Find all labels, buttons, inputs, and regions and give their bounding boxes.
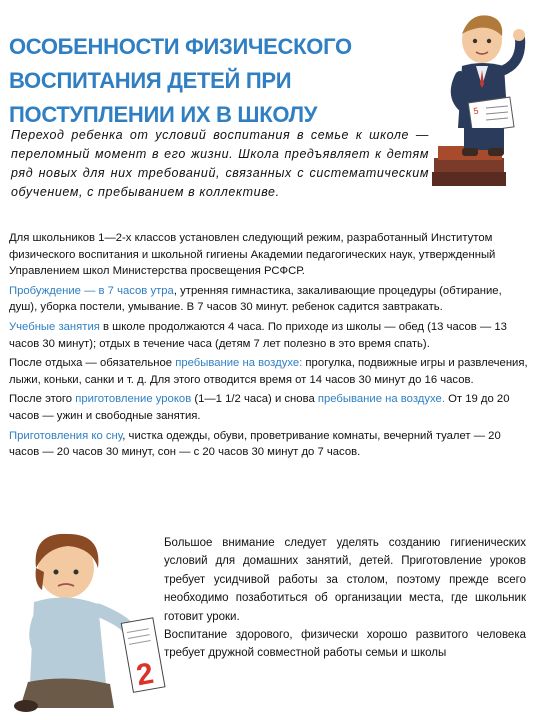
schedule-paragraph-6 [9,428,531,461]
after-rest-text: После отдыха — обязательное [9,357,176,370]
intro-paragraph: Переход ребенка от условий воспитания в семье к школе — переломный момент в его жизни. Школа предъявляет к детям ряд новых для них требований, связанных с систематическим обучением, с пребыванием в коллективе. [11,128,429,199]
after-this-text: После этого [9,393,76,406]
homework-duration-text: (1—1 1/2 часа) и снова [191,393,318,406]
advice-paragraph-2: Воспитание здорового, физически хорошо развитого человека требует дружной совместной работы семьи и школы [164,629,526,660]
homework-highlight: приготовление уроков [75,393,192,406]
lessons-text: в школе продолжаются 4 часа. По приходе из школы — обед (13 часов — 13 часов 30 минут); отдых в течение часа (детям 7 лет полезно в это время спать). [9,320,507,350]
outdoors-text: прогулка, подвижные игры и развлечения, лыжи, коньки, санки и т. д. Для этого отводится время от 14 часов 30 минут до 16 часов. [9,357,528,386]
schedule-paragraph-5 [9,391,531,424]
schedule-intro-text: Для школьников 1—2-х классов установлен следующий режим, разработанный Институтом физического воспитания и школьной гигиены Академии педагогических наук, утвержденный Управлением школ Министерства просвещения РСФСР. [9,232,496,278]
child-with-grade-illustration [6,524,166,714]
lessons-highlight: Учебные занятия [9,320,100,333]
outdoors-highlight: пребывание на воздухе: [175,357,303,370]
bedtime-highlight: Приготовления ко сну [9,429,123,442]
schedule-paragraph-1 [9,230,531,280]
bedtime-text: , чистка одежды, обуви, проветривание комнаты, вечерний туалет — 20 часов — 20 часов 30 минут, сон — с 20 часов 30 минут до 7 часов. [9,429,501,459]
schedule-text [9,230,531,464]
schedule-paragraph-3 [9,319,531,352]
svg-text:5: 5 [472,105,480,117]
title-line-3: ПОСТУПЛЕНИИ ИХ В ШКОЛУ [9,102,318,127]
wakeup-text: , утренняя гимнастика, закаливающие процедуры (обтирание, душ), уборка постели, умывание. В 7 часов 30 минут. ребенок садится завтракать. [9,284,502,314]
schedule-paragraph-2 [9,283,531,316]
title-line-2: ВОСПИТАНИЯ ДЕТЕЙ ПРИ [9,68,292,93]
homework-advice-block [164,534,526,663]
grade-number: 2 [133,656,156,693]
page-title [9,30,429,132]
evening-text: От 19 до 20 часов — ужин и свободные занятия. [9,393,510,422]
wakeup-highlight: Пробуждение — в 7 часов утра [9,284,174,297]
schedule-paragraph-4 [9,355,531,388]
title-line-1: ОСОБЕННОСТИ ФИЗИЧЕСКОГО [9,34,352,59]
advice-paragraph-1: Большое внимание следует уделять созданию гигиенических условий для домашних занятий, детей. Приготовление уроков требует усидчивой работы за столом, поэтому прежде всего необходимо позаботиться об организации места, где школьник готовит уроки. [164,537,526,623]
schoolboy-illustration [430,8,538,196]
outdoors-again-highlight: пребывание на воздухе. [317,393,445,406]
